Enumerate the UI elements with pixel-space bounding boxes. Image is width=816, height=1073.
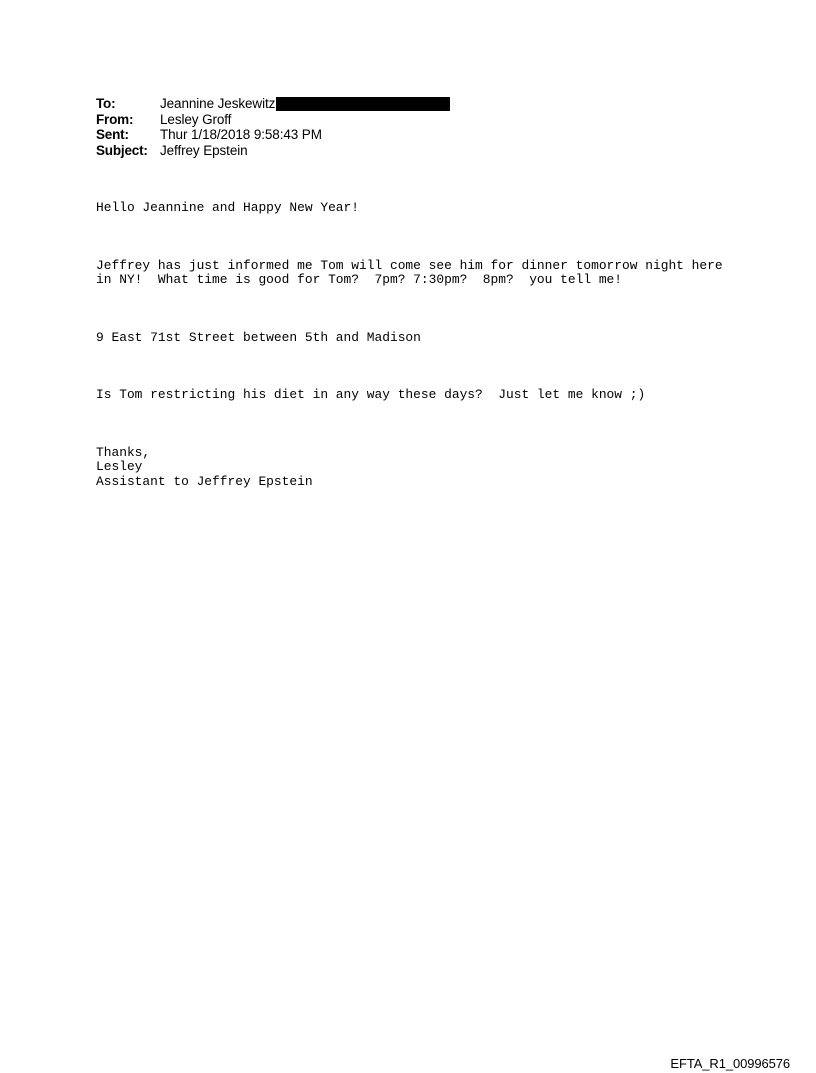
greeting-line: Hello Jeannine and Happy New Year! bbox=[96, 200, 360, 215]
to-label: To: bbox=[96, 96, 116, 111]
sender-name: Lesley bbox=[96, 459, 143, 474]
paragraph-line: in NY! What time is good for Tom? 7pm? 7:30pm? 8pm? you tell me! bbox=[96, 272, 623, 287]
signature-block bbox=[96, 446, 723, 490]
sent-row bbox=[96, 127, 450, 143]
sent-value: Thur 1/18/2018 9:58:43 PM bbox=[160, 127, 322, 142]
subject-value: Jeffrey Epstein bbox=[160, 142, 248, 158]
from-label: From: bbox=[96, 111, 134, 127]
subject-row bbox=[96, 143, 450, 159]
signoff-line: Thanks, bbox=[96, 444, 151, 460]
email-body bbox=[96, 172, 723, 518]
email-header bbox=[96, 96, 450, 158]
to-value: Jeannine Jeskewitz bbox=[160, 96, 276, 111]
paragraph-line: Jeffrey has just informed me Tom will come see him for dinner tomorrow night here bbox=[96, 257, 723, 273]
to-row bbox=[96, 96, 450, 112]
sender-title: Assistant to Jeffrey Epstein bbox=[96, 473, 313, 489]
address-line: 9 East 71st Street between 5th and Madison bbox=[96, 329, 421, 345]
from-value: Lesley Groff bbox=[160, 111, 232, 127]
redaction-block bbox=[276, 97, 450, 111]
paragraph-dinner bbox=[96, 259, 723, 288]
subject-label: Subject: bbox=[96, 142, 148, 158]
from-row bbox=[96, 112, 450, 128]
document-id: EFTA_R1_00996576 bbox=[670, 1056, 790, 1071]
sent-label: Sent: bbox=[96, 127, 129, 142]
diet-question-line: Is Tom restricting his diet in any way these days? Just let me know ;) bbox=[96, 387, 646, 402]
